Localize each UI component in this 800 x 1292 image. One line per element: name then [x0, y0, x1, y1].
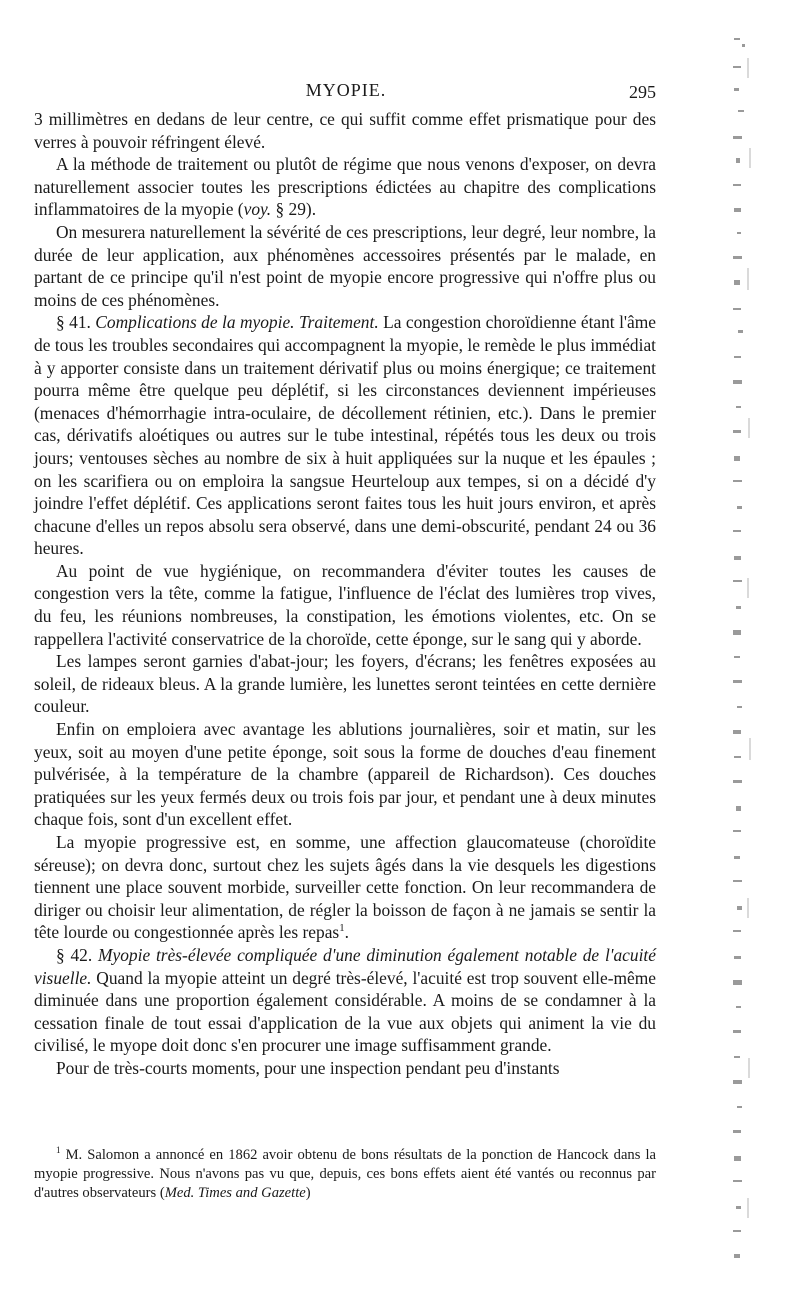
paragraph-7	[34, 718, 656, 831]
paragraph-8	[34, 831, 656, 944]
page-number: 295	[629, 82, 656, 102]
section-number-42: § 42.	[56, 944, 93, 965]
paragraph-3	[34, 221, 656, 311]
footnote-reference[interactable]: 1	[339, 922, 345, 935]
paragraph-text: Au point de vue hygiénique, on recommandera d'éviter toutes les causes de congestion vers la tête, comme la fatigue, l'influence de l'éclat des lumières trop vives, du feu, les réunions nombreuses, la constipation, les émotions violentes, etc. On se rappellera l'activité conservatrice de la choroïde, cette éponge, sur le sang qui y aborde.	[34, 560, 656, 649]
body-text	[34, 108, 656, 1080]
paragraph-2	[34, 153, 656, 221]
footnote-citation: Med. Times and Gazette	[164, 1185, 306, 1202]
footnotes	[34, 1146, 656, 1204]
footnote-text: M. Salomon a annoncé en 1862 avoir obtenu de bons résultats de la ponction de Hancock dans la myopie progressive. Nous n'avons pas vu que, depuis, ces bons effets aient été vantés ou reconnus par d'autres observateurs (	[34, 1147, 656, 1202]
paragraph-9	[34, 944, 656, 1057]
page-header	[36, 76, 656, 106]
section-title-41: Complications de la myopie. Traitement.	[95, 312, 379, 333]
scan-noise-strip	[728, 18, 768, 1278]
paragraph-text: Les lampes seront garnies d'abat-jour; les foyers, d'écrans; les fenêtres exposées au soleil, de rideaux bleus. A la grande lumière, les lunettes seront teintées en cette dernière couleur.	[34, 651, 656, 717]
paragraph-text: § 29).	[271, 199, 317, 220]
section-number-41: § 41.	[56, 312, 91, 333]
paragraph-text: Quand la myopie atteint un degré très-élevé, l'acuité est trop souvent elle-même diminuée dans une proportion également considérable. A moins de se condamner à la cessation finale de tout essai d'application de la vue aux objets qui animent la vie du civilisé, le myope doit donc s'en procurer une image suffisamment grande.	[34, 967, 656, 1056]
footnote-text: )	[305, 1185, 311, 1202]
paragraph-6	[34, 650, 656, 718]
paragraph-4	[34, 311, 656, 560]
footnote-1	[34, 1146, 656, 1204]
running-head: MYOPIE.	[305, 80, 387, 100]
italic-reference: voy.	[243, 199, 272, 220]
paragraph-text: La myopie progressive est, en somme, une affection glaucomateuse (choroïdite séreuse); on devra donc, surtout chez les sujets âgés dans la vie desquels les digestions tiennent une place souvent morbide, surveiller cette fonction. On leur recommandera de diriger ou choisir leur alimentation, de régler la boisson de façon à ne jamais se sentir la tête lourde ou congestionnée après les repas	[34, 832, 656, 943]
paragraph-text: La congestion choroïdienne étant l'âme de tous les troubles secondaires qui accompagnent la myopie, le remède le plus immédiat à y apporter consiste dans un traitement dérivatif plus ou moins énergique; ce traitement pourra même être quelque peu déplétif, si les circonstances deviennent impérieuses (menaces d'hémorrhagie intra-oculaire, de décollement rétinien, etc.). Dans le premier cas, dérivatifs aloétiques ou autres sur le tube intestinal, répétés tous les deux ou trois jours; ventouses sèches au nombre de six à huit appliquées sur la nuque et les épaules ; on les scarifiera ou on emploira la sangsue Heurteloup aux tempes, si on a décidé d'y joindre l'effet déplétif. Ces applications seront faites tous les huit jours environ, et après chacune d'elles un repos absolu sera observé, dans une demi-obscurité, pendant 24 ou 36 heures.	[34, 312, 656, 559]
paragraph-1	[34, 108, 656, 153]
paragraph-text: 3 millimètres en dedans de leur centre, ce qui suffit comme effet prismatique pour des verres à pouvoir réfringent élevé.	[34, 109, 656, 152]
paragraph-text: Enfin on emploiera avec avantage les ablutions journalières, soir et matin, sur les yeux, soit au moyen d'une petite éponge, soit sous la forme de douches d'eau finement pulvérisée, à la température de la chambre (appareil de Richardson). Ces douches pratiquées sur les yeux fermés deux ou trois fois par jour, et pendant une à deux minutes chaque fois, sont d'un excellent effet.	[34, 719, 656, 830]
paragraph-text: A la méthode de traitement ou plutôt de régime que nous venons d'exposer, on devra naturellement associer toutes les prescriptions édictées au chapitre des complications inflammatoires de la myopie (	[34, 154, 656, 220]
paragraph-text: On mesurera naturellement la sévérité de ces prescriptions, leur degré, leur nombre, la durée de leur application, aux phénomènes accessoires présentés par le malade, en partant de ce principe qu'il n'est point de myopie encore progressive qui n'offre plus ou moins de ces phénomènes.	[34, 221, 656, 310]
scan-margin-artifacts	[728, 18, 768, 1278]
paragraph-text: .	[344, 922, 349, 943]
paragraph-text: Pour de très-courts moments, pour une inspection pendant peu d'instants	[56, 1057, 560, 1078]
paragraph-10	[34, 1057, 656, 1080]
footnote-marker: 1	[56, 1145, 61, 1156]
paragraph-5	[34, 560, 656, 650]
section-title-42: Myopie très-élevée compliquée d'une diminution également notable de l'acuité visuelle.	[34, 944, 656, 988]
